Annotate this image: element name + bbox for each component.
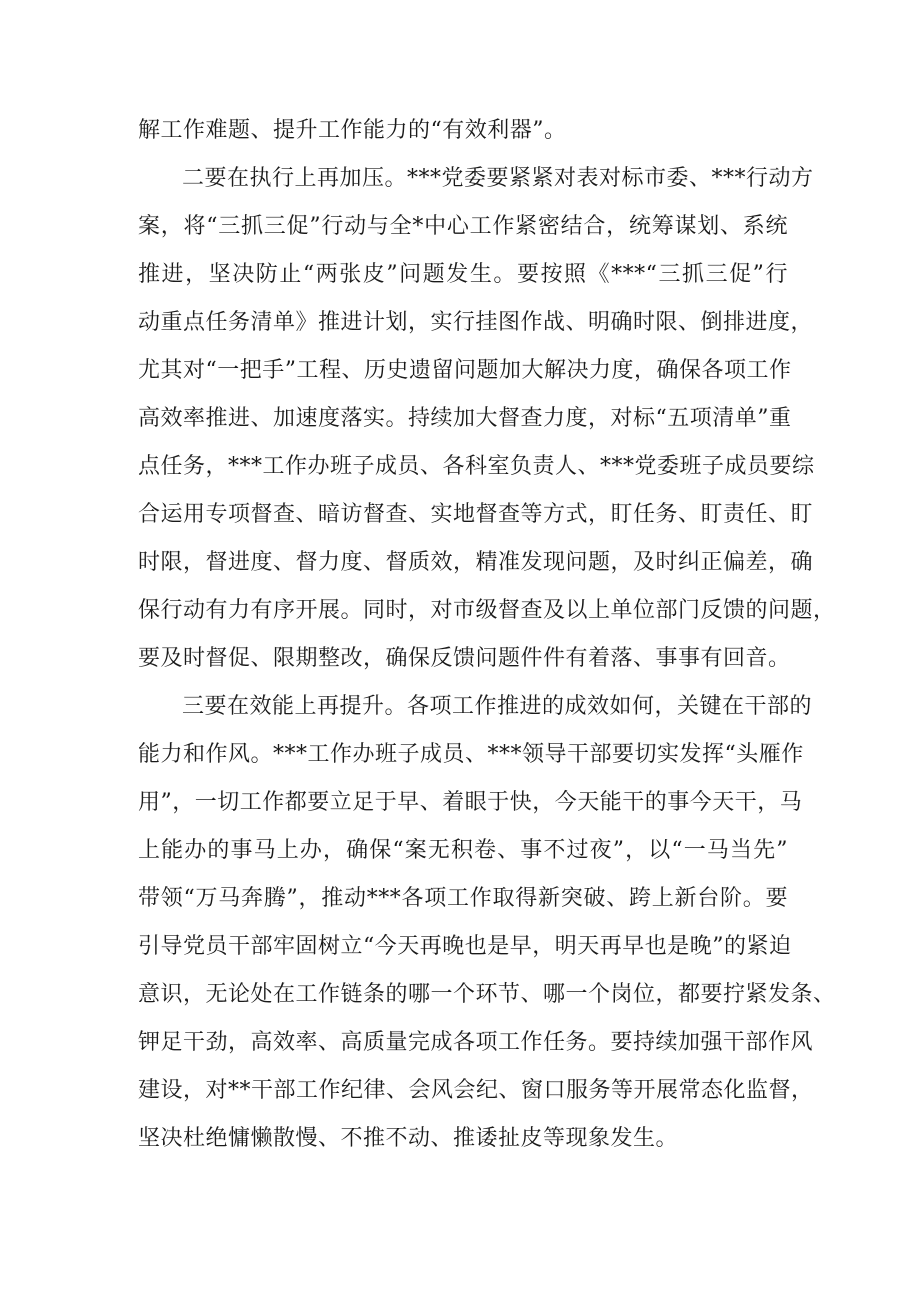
text-line: 能力和作风。***工作办班子成员、***领导干部要切实发挥“头雁作 — [138, 742, 804, 767]
paragraph-3-line: 三要在效能上再提升。各项工作推进的成效如何，关键在干部的 — [182, 694, 813, 719]
text-line: 上能办的事马上办，确保“案无积卷、事不过夜”，以“一马当先” — [138, 838, 788, 863]
text-line: 用”，一切工作都要立足于早、着眼于快，今天能干的事今天干，马 — [138, 790, 803, 815]
text-line: 高效率推进、加速度落实。持续加大督查力度，对标“五项清单”重 — [138, 406, 792, 431]
text-line: 动重点任务清单》推进计划，实行挂图作战、明确时限、倒排进度， — [138, 310, 814, 335]
text-line: 钾足干劲，高效率、高质量完成各项工作任务。要持续加强干部作风 — [138, 1030, 814, 1055]
text-line: 尤其对“一把手”工程、历史遗留问题加大解决力度，确保各项工作 — [138, 358, 792, 383]
text-line: 带领“万马奔腾”，推动***各项工作取得新突破、跨上新台阶。要 — [138, 886, 788, 911]
text-line: 引导党员干部牢固树立“今天再晚也是早，明天再早也是晚”的紧迫 — [138, 934, 792, 959]
text-line: 要及时督促、限期整改，确保反馈问题件件有着落、事事有回音。 — [138, 646, 791, 671]
text-line: 解工作难题、提升工作能力的“有效利器”。 — [138, 118, 567, 143]
text-line: 合运用专项督查、暗访督查、实地督查等方式，盯任务、盯责任、盯 — [138, 502, 814, 527]
text-line: 意识，无论处在工作链条的哪一个环节、哪一个岗位，都要拧紧发条、 — [138, 982, 836, 1007]
text-line: 保行动有力有序开展。同时，对市级督查及以上单位部门反馈的问题， — [138, 598, 836, 623]
text-line: 推进，坚决防止“两张皮”问题发生。要按照《***“三抓三促”行 — [138, 262, 788, 287]
text-line: 建设，对**干部工作纪律、会风会纪、窗口服务等开展常态化监督， — [138, 1078, 814, 1103]
text-line: 坚决杜绝慵懒散慢、不推不动、推诿扯皮等现象发生。 — [138, 1126, 679, 1151]
text-line: 案，将“三抓三促”行动与全*中心工作紧密结合，统筹谋划、系统 — [138, 214, 788, 239]
text-line: 点任务，***工作办班子成员、各科室负责人、***党委班子成员要综 — [138, 454, 815, 479]
text-line: 时限，督进度、督力度、督质效，精准发现问题，及时纠正偏差，确 — [138, 550, 814, 575]
paragraph-2-line: 二要在执行上再加压。***党委要紧紧对表对标市委、***行动方 — [182, 166, 814, 191]
